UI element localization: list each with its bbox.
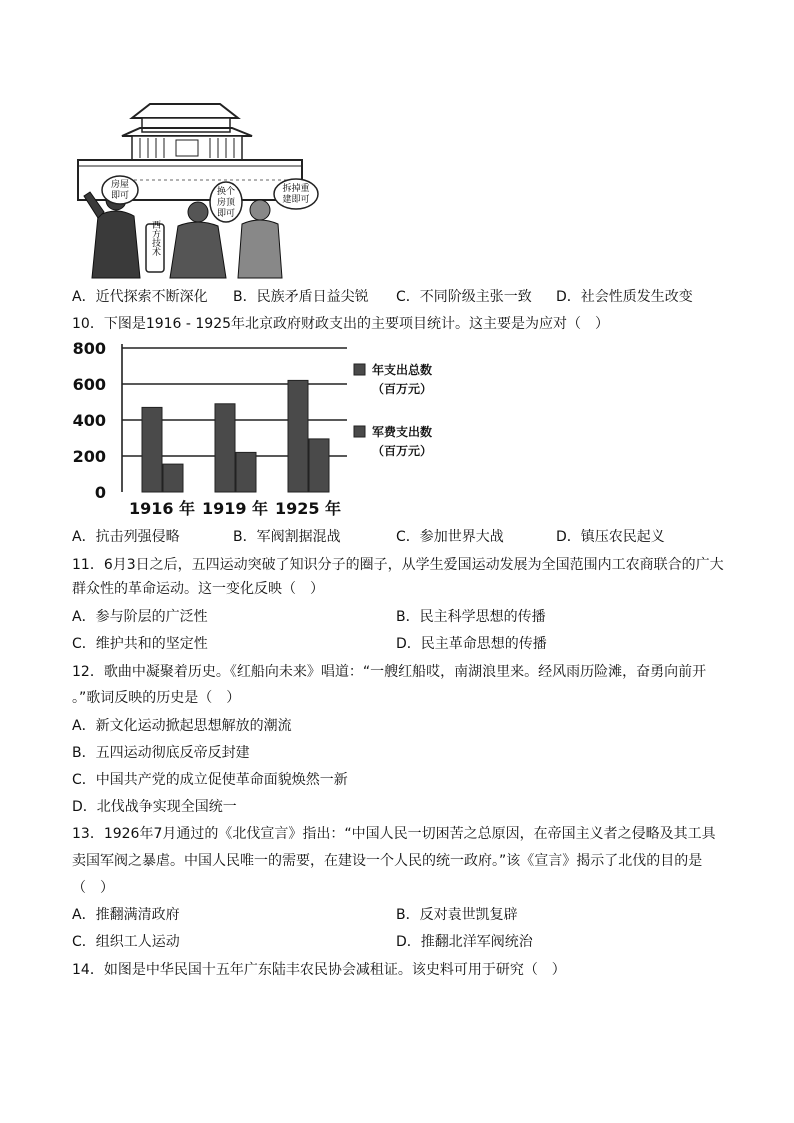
q11-option-b: B．民主科学思想的传播: [396, 609, 546, 625]
bar-0-0: [142, 407, 162, 492]
q10-option-c: C．参加世界大战: [396, 529, 504, 545]
q13-option-a: A．推翻满清政府: [72, 907, 180, 923]
legend-swatch-0: [354, 364, 365, 375]
y-tick-label-200: 200: [72, 447, 106, 466]
q12-option-a: A．新文化运动掀起思想解放的潮流: [72, 718, 292, 734]
q14-stem: 14．如图是中华民国十五年广东陆丰农民协会减租证。该史料可用于研究（ ）: [72, 962, 566, 978]
y-tick-label-400: 400: [72, 411, 106, 430]
legend-swatch-1: [354, 426, 365, 437]
q13-option-d: D．推翻北洋军阀统治: [396, 934, 533, 950]
bar-1-0: [215, 404, 235, 492]
q12-stem-line1: 12．歌曲中凝聚着历史。《红船向未来》唱道：“一艘红船哎，南湖浪里来。经风雨历险滩，奋勇向前开: [72, 664, 707, 680]
q10-stem: 10．下图是1916 - 1925年北京政府财政支出的主要项目统计。这主要是为应对（ ）: [72, 316, 610, 332]
bar-2-0: [288, 380, 308, 492]
y-tick-label-800: 800: [72, 340, 106, 358]
cartoon-illustration: [70, 96, 322, 281]
legend-label-1-0: 军费支出数: [372, 425, 433, 439]
q13-stem-line2: 卖国军阀之暴虐。中国人民唯一的需要，在建设一个人民的统一政府。”该《宣言》揭示了北伐的目的是: [72, 853, 703, 869]
q10-option-b: B．军阀割据混战: [233, 529, 341, 545]
q12-option-c: C．中国共产党的成立促使革命面貌焕然一新: [72, 772, 348, 788]
bubble1-line2: 即可: [110, 191, 130, 201]
y-tick-label-0: 0: [94, 483, 106, 502]
q11-stem-line1: 11．6月3日之后，五四运动突破了知识分子的圈子，从学生爱国运动发展为全国范围内工农商联合的广大: [72, 557, 724, 573]
q10-option-a: A．抗击列强侵略: [72, 529, 180, 545]
q9-option-a: A．近代探索不断深化: [72, 289, 208, 305]
q11-option-d: D．民主革命思想的传播: [396, 636, 547, 652]
q12-stem-line2: 。”歌词反映的历史是（ ）: [72, 690, 241, 706]
sign-text: 西方技术: [150, 220, 160, 256]
bar-chart-svg: [72, 340, 462, 520]
q11-stem-line2: 群众性的革命运动。这一变化反映（ ）: [72, 581, 324, 597]
bubble3-line1: 拆掉重: [282, 184, 310, 194]
bubble3-line2: 建即可: [282, 195, 310, 205]
expenditure-chart: [72, 340, 462, 520]
q9-option-c: C．不同阶级主张一致: [396, 289, 532, 305]
bar-2-1: [309, 439, 329, 492]
q13-stem-line3: （ ）: [72, 880, 114, 896]
bar-0-1: [163, 464, 183, 492]
q9-option-b: B．民族矛盾日益尖锐: [233, 289, 369, 305]
bubble2-line2: 房顶: [216, 198, 236, 208]
legend-label-0-1: （百万元）: [372, 382, 433, 396]
q13-stem-line1: 13．1926年7月通过的《北伐宣言》指出：“中国人民一切困苦之总原因，在帝国主义者之侵略及其工具: [72, 826, 716, 842]
bubble2-line1: 换个: [216, 187, 236, 197]
bar-1-1: [236, 452, 256, 492]
q11-option-c: C．维护共和的坚定性: [72, 636, 208, 652]
cartoon-figure: [70, 96, 322, 281]
legend-label-0-0: 年支出总数: [372, 363, 433, 377]
legend-label-1-1: （百万元）: [372, 444, 433, 458]
x-tick-label-2: 1925 年: [274, 499, 342, 518]
x-tick-label-1: 1919 年: [201, 499, 269, 518]
bubble1-line1: 房屋: [110, 180, 130, 190]
q12-option-d: D．北伐战争实现全国统一: [72, 799, 237, 815]
q11-option-a: A．参与阶层的广泛性: [72, 609, 208, 625]
bubble2-line3: 即可: [216, 209, 236, 219]
y-tick-label-600: 600: [72, 375, 106, 394]
q13-option-b: B．反对袁世凯复辟: [396, 907, 518, 923]
q9-option-d: D．社会性质发生改变: [556, 289, 693, 305]
q10-option-d: D．镇压农民起义: [556, 529, 665, 545]
x-tick-label-0: 1916 年: [128, 499, 196, 518]
q12-option-b: B．五四运动彻底反帝反封建: [72, 745, 250, 761]
q13-option-c: C．组织工人运动: [72, 934, 180, 950]
